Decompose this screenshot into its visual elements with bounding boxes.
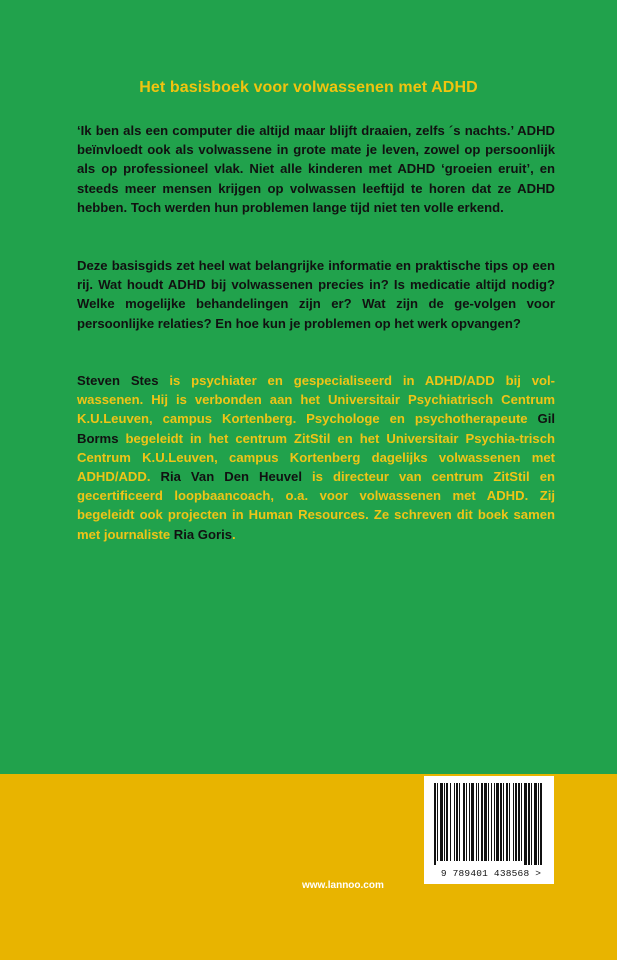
isbn-number: 9 789401 438568 > [440, 868, 542, 879]
author-bio-text-3: is directeur van centrum ZitStil en gecertificeerd loopbaancoach, o.a. voor volwassenen met ADHD. Zij begeleidt ook projecten in Human Resources. Ze schreven dit boek samen met journaliste [77, 469, 555, 542]
barcode-bar [481, 783, 483, 861]
barcode-bar [524, 783, 527, 865]
barcode-bar [469, 783, 470, 861]
barcode-bar [509, 783, 510, 861]
barcode-bar [521, 783, 522, 861]
barcode-bar [459, 783, 460, 861]
barcode-bar [437, 783, 438, 861]
barcode-bars [434, 783, 544, 865]
barcode-bar [538, 783, 539, 865]
barcode-bar [500, 783, 502, 861]
barcode-bar [466, 783, 467, 861]
barcode-bar [534, 783, 537, 865]
author-name-ria-goris: Ria Goris [173, 526, 232, 542]
barcode-bar [444, 783, 445, 861]
author-bio-text-4: . [232, 526, 236, 542]
barcode-bar [503, 783, 504, 861]
blurb-paragraph-2: Deze basisgids zet heel wat belangrijke informatie en praktische tips op een rij. Wat houdt ADHD bij volwassenen precies in? Is medicatie altijd nodig? Welke mogelijke behandelingen zijn er? Wat zijn de ge-volgen voor persoonlijke relaties? En hoe kun je problemen op het werk opvangen? [77, 258, 555, 331]
barcode-bar [434, 783, 436, 865]
author-bio-text-2: begeleidt in het centrum ZitStil en het Universitair Psychia-trisch Centrum K.U.Leuven, campus Kortenberg dagelijks volwassenen met ADHD/ADD. [77, 430, 555, 485]
barcode-bar [494, 783, 495, 861]
barcode-bar [528, 783, 530, 865]
barcode-bar [506, 783, 508, 861]
author-bio-text-1: is psychiater en gespecialiseerd in ADHD/ADD bij vol-wassenen. Hij is verbonden aan het Universitair Psychiatrisch Centrum K.U.Leuven, campus Kortenberg. Psychologe en psychotherapeute [77, 373, 555, 427]
barcode-bar [488, 783, 489, 861]
barcode-bar [440, 783, 443, 861]
isbn-barcode [424, 776, 554, 884]
author-name-gil-borms: Gil Borms [77, 411, 555, 446]
blurb-paragraph-1: ‘Ik ben als een computer die altijd maar blijft draaien, zelfs ´s nachts.’ ADHD beïnvloedt ook als volwassene in grote mate je leven, zowel op persoonlijk als op professioneel vlak. Niet alle kinderen met ADHD ‘groeien eruit’, en steeds meer mensen krijgen op volwassen leeftijd te horen dat ze ADHD hebben. Toch werden hun problemen lange tijd niet ten volle erkend. [77, 123, 555, 215]
barcode-bar [454, 783, 455, 861]
author-name-ria-van-den-heuvel: Ria Van Den Heuvel [160, 469, 302, 485]
barcode-bar [463, 783, 465, 861]
barcode-bar [471, 783, 474, 861]
barcode-bar [513, 783, 514, 861]
barcode-bar [515, 783, 517, 861]
barcode-bar [496, 783, 499, 861]
barcode-bar [450, 783, 451, 861]
barcode-bar [484, 783, 487, 861]
barcode-bar [518, 783, 520, 861]
barcode-bar [456, 783, 458, 861]
author-name-steven-stes: Steven Stes [77, 373, 159, 388]
publisher-website: www.lannoo.com [302, 880, 384, 891]
barcode-bar [540, 783, 542, 865]
barcode-bar [531, 783, 532, 865]
author-bios [77, 371, 555, 544]
barcode-bar [476, 783, 477, 861]
cover-heading: Het basisboek voor volwassenen met ADHD [139, 79, 478, 96]
barcode-bar [446, 783, 448, 861]
barcode-bar [491, 783, 492, 861]
barcode-bar [478, 783, 479, 861]
